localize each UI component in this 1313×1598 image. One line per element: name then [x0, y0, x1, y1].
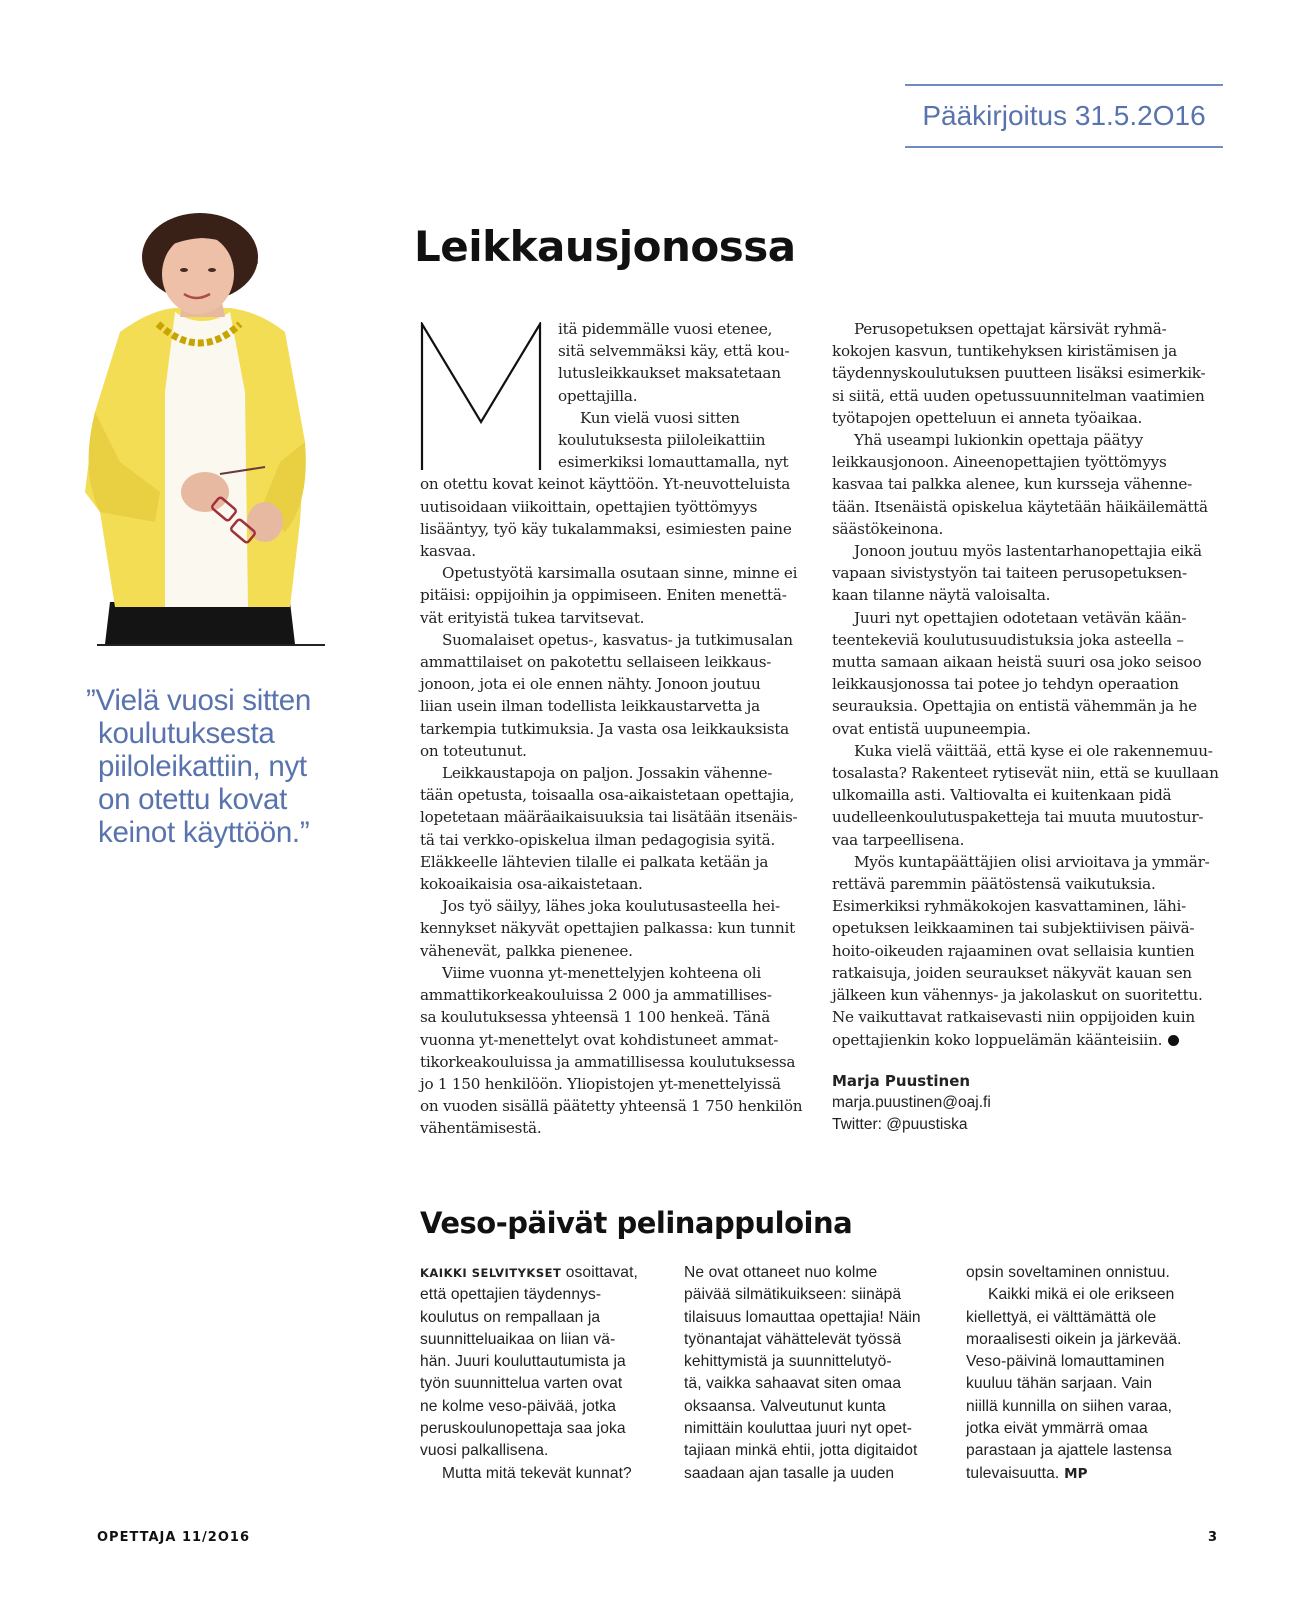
text-line-content: tarkempia tutkimuksia. Ja vasta osa leikkauksista — [420, 719, 789, 738]
text-line — [420, 695, 810, 717]
text-line-content: saadaan ajan tasalle ja uuden — [684, 1464, 895, 1482]
text-line-content: moraalisesti oikein ja järkevää. — [966, 1330, 1182, 1348]
text-line — [832, 1029, 1222, 1051]
text-line-content: uudelleenkoulutuspaketteja tai muuta muutostur- — [832, 808, 1204, 827]
text-line-content: esimerkiksi lomauttamalla, nyt — [558, 453, 789, 472]
text-line-content: teentekeviä koulutusuudistuksia joka asteella – — [832, 630, 1184, 649]
text-line-content: vuonna yt-menettelyt ovat kohdistuneet ammat- — [420, 1030, 779, 1049]
text-line-content: kennykset näkyvät opettajien palkassa: kun tunnit — [420, 919, 795, 938]
text-line — [832, 873, 1222, 895]
text-line-content: vät erityistä tukea tarvitsevat. — [420, 608, 645, 627]
text-line-content: jotka eivät ymmärrä omaa — [966, 1420, 1148, 1438]
pull-quote-line: ”Vielä vuosi sitten — [86, 684, 311, 717]
text-line — [420, 584, 810, 606]
text-line — [684, 1373, 921, 1395]
text-line-content: opetuksen leikkaaminen tai subjektiivisen päivä- — [832, 919, 1195, 938]
text-line — [420, 651, 810, 673]
sidebar-headline: Veso-päivät pelinappuloina — [420, 1206, 853, 1240]
text-line-content: peruskoulunopettaja saa joka — [420, 1420, 626, 1438]
text-line-content: lisääntyy, työ käy tukalammaksi, esimiesten paine — [420, 519, 792, 538]
text-line — [966, 1284, 1182, 1306]
text-line — [832, 407, 1222, 429]
text-line — [420, 984, 810, 1006]
text-line — [684, 1440, 921, 1462]
text-line-content: Kuka vielä väittää, että kyse ei ole rakennemuu- — [854, 741, 1213, 760]
text-line — [420, 1073, 810, 1095]
text-line-content: leikkausjonoon. Aineenopettajien työttömyys — [832, 453, 1167, 472]
text-line — [420, 762, 810, 784]
text-line — [420, 629, 810, 651]
text-line — [832, 740, 1222, 762]
text-line — [832, 784, 1222, 806]
pull-quote-line: piiloleikattiin, nyt — [98, 750, 307, 783]
text-line-content: ovat entistä uupuneempia. — [832, 719, 1031, 738]
end-mark-icon — [1168, 1035, 1179, 1046]
text-line — [420, 1418, 638, 1440]
text-line — [420, 607, 810, 629]
text-line-content: rettävä paremmin päätöstensä vaikutuksia. — [832, 875, 1156, 894]
text-line-content: opettajilla. — [558, 386, 638, 405]
author-twitter[interactable]: Twitter: @puustiska — [832, 1116, 968, 1133]
text-line — [420, 1396, 638, 1418]
text-line — [420, 1373, 638, 1395]
text-line — [832, 385, 1222, 407]
text-line — [684, 1418, 921, 1440]
text-line-content: on vuoden sisällä päätetty yhteensä 1 750 henkilön — [420, 1097, 803, 1116]
text-line-content: kaan tilanne näytä valoisalta. — [832, 586, 1051, 605]
text-line-content: opsin soveltaminen onnistuu. — [966, 1264, 1170, 1281]
text-line-content: tä, vaikka sahaavat siten omaa — [684, 1375, 902, 1393]
text-line-content: ammattikorkeakouluissa 2 000 ja ammatillises- — [420, 986, 772, 1005]
text-line — [832, 607, 1222, 629]
text-line-content: Ne vaikuttavat ratkaisevasti niin oppijoiden kuin — [832, 1008, 1195, 1027]
text-line-content: työtapojen opetteluun ei anneta työaikaa. — [832, 408, 1143, 427]
text-line-content: ne kolme veso-päivää, jotka — [420, 1397, 616, 1415]
text-line — [420, 895, 810, 917]
text-line-content: mutta samaan aikaan heistä suuri osa joko seisoo — [832, 653, 1202, 672]
text-line — [832, 673, 1222, 695]
text-line-content: vaa tarpeellisena. — [832, 830, 965, 849]
text-line — [420, 407, 810, 429]
text-line — [420, 829, 810, 851]
section-tag: Pääkirjoitus 31.5.2O16 — [905, 84, 1223, 148]
text-line-content: hän. Juuri kouluttautumista ja — [420, 1353, 626, 1371]
text-line-content: Kaikki mikä ei ole erikseen — [988, 1286, 1175, 1304]
text-line — [420, 1095, 810, 1117]
text-line-content: osoittavat, — [561, 1264, 638, 1281]
text-line — [966, 1373, 1182, 1395]
text-line — [420, 496, 810, 518]
text-line-content: lutusleikkaukset maksatetaan — [558, 364, 781, 383]
text-line — [832, 984, 1222, 1006]
article-headline: Leikkausjonossa — [414, 222, 796, 271]
text-line — [420, 940, 810, 962]
text-line-content: Suomalaiset opetus-, kasvatus- ja tutkimusalan — [442, 630, 793, 649]
text-line — [966, 1329, 1182, 1351]
author-byline — [832, 1070, 991, 1136]
text-line — [832, 718, 1222, 740]
text-line — [832, 762, 1222, 784]
text-line — [832, 962, 1222, 984]
text-line-content: vähenevät, palkka pienenee. — [420, 941, 633, 960]
text-line — [420, 362, 810, 384]
text-line-content: ulkomailla asti. Valtiovalta ei kuitenkaan pidä — [832, 786, 1172, 805]
text-line-content: lopetetaan määräaikaisuuksia tai lisätään itsenäis- — [420, 808, 798, 827]
text-line-content: itä pidemmälle vuosi etenee, — [558, 320, 773, 338]
text-line — [420, 518, 810, 540]
text-line-content: suunnitteluaikaa on liian vä- — [420, 1330, 616, 1348]
text-line-content: Myös kuntapäättäjien olisi arvioitava ja ymmär- — [854, 852, 1210, 871]
text-line-content: vähentämisestä. — [420, 1119, 542, 1138]
text-line-content: nimittäin kouluttaa juuri nyt opet- — [684, 1420, 912, 1438]
text-line-content: tosalasta? Rakenteet rytisevät niin, että se kuullaan — [832, 764, 1219, 783]
text-line-content: Veso-päivinä lomauttaminen — [966, 1353, 1165, 1371]
text-line-content: kasvaa tai palkka alenee, kun kursseja vähenne- — [832, 475, 1192, 494]
publication-footer: OPETTAJA 11/2O16 — [97, 1530, 250, 1545]
text-line-content: Kun vielä vuosi sitten — [580, 408, 740, 427]
text-line — [966, 1418, 1182, 1440]
text-line-content: tään opetusta, toisaalla osa-aikaistetaan opettajia, — [420, 786, 795, 805]
article-column-2 — [832, 318, 1222, 1051]
text-line — [420, 1262, 638, 1284]
text-line — [420, 718, 810, 740]
text-line — [420, 740, 810, 762]
text-line — [966, 1307, 1182, 1329]
text-line-content: Ne ovat ottaneet nuo kolme — [684, 1264, 878, 1281]
text-line-content: si siitä, että uuden opetussuunnitelman vaatimien — [832, 386, 1205, 405]
text-line-content: tä tai verkko-opiskelua ilman pedagogisia syitä. — [420, 830, 776, 849]
text-line-content: niillä kunnilla on siihen varaa, — [966, 1397, 1173, 1415]
text-line-content: Mutta mitä tekevät kunnat? — [442, 1464, 632, 1482]
text-line-content: Viime vuonna yt-menettelyjen kohteena oli — [442, 963, 761, 982]
text-line — [420, 1440, 638, 1462]
text-line — [832, 473, 1222, 495]
text-line — [832, 429, 1222, 451]
pull-quote-line: keinot käyttöön.” — [98, 816, 310, 849]
portrait-illustration — [80, 212, 325, 644]
author-name: Marja Puustinen — [832, 1072, 971, 1090]
text-line-content: ammattilaiset on pakotettu sellaiseen leikkaus- — [420, 653, 772, 672]
pull-quote-line: koulutuksesta — [98, 717, 275, 750]
text-line — [832, 895, 1222, 917]
text-line — [420, 562, 810, 584]
text-line — [966, 1262, 1182, 1284]
text-line — [966, 1440, 1182, 1462]
text-line — [832, 629, 1222, 651]
text-line — [420, 1307, 638, 1329]
text-line — [420, 873, 810, 895]
text-line-content: työnantajat vähättelevät työssä — [684, 1330, 902, 1348]
text-line — [420, 429, 810, 451]
text-line-content: vapaan sivistystyön tai taiteen perusopetuksen- — [832, 564, 1187, 583]
text-line-content: päivää silmätikuikseen: siinäpä — [684, 1286, 902, 1304]
page-number: 3 — [1208, 1530, 1218, 1545]
text-line — [832, 806, 1222, 828]
portrait-divider — [97, 644, 325, 646]
text-line — [420, 473, 810, 495]
text-line-content: säästökeinona. — [832, 519, 944, 538]
text-line — [420, 1029, 810, 1051]
pull-quote — [86, 684, 356, 849]
text-line-content: työn suunnittelua varten ovat — [420, 1375, 623, 1393]
text-line-content: opettajienkin koko loppuelämän käänteisiin. — [832, 1030, 1163, 1049]
text-line — [420, 1351, 638, 1373]
text-line — [420, 851, 810, 873]
text-line — [420, 340, 810, 362]
text-line — [832, 451, 1222, 473]
text-line — [420, 318, 810, 340]
text-line-content: jo 1 150 henkilöön. Yliopistojen yt-menettelyissä — [420, 1074, 781, 1093]
text-line-content: Opetustyötä karsimalla osutaan sinne, minne ei — [442, 564, 798, 583]
text-line-content: että opettajien täydennys- — [420, 1286, 602, 1304]
text-line-content: liian usein ilman todellista leikkaustarvetta ja — [420, 697, 760, 716]
text-line-content: Perusopetuksen opettajat kärsivät ryhmä- — [854, 320, 1167, 338]
text-line — [832, 362, 1222, 384]
text-line — [832, 695, 1222, 717]
text-line-content: Jonoon joutuu myös lastentarhanopettajia eikä — [854, 542, 1202, 561]
text-line-content: jälkeen kun vähennys- ja jakolaskut on suoritettu. — [832, 986, 1203, 1005]
text-line — [420, 385, 810, 407]
text-line — [832, 562, 1222, 584]
text-line — [832, 917, 1222, 939]
text-line-content: Yhä useampi lukionkin opettaja päätyy — [854, 431, 1143, 450]
text-line — [684, 1351, 921, 1373]
text-line-content: sitä selvemmäksi käy, että kou- — [558, 342, 790, 361]
text-line-content: parastaan ja ajattele lastensa — [966, 1442, 1172, 1460]
text-line — [832, 518, 1222, 540]
kicker: KAIKKI SELVITYKSET — [420, 1266, 562, 1280]
text-line — [832, 584, 1222, 606]
text-line — [420, 1051, 810, 1073]
text-line — [832, 340, 1222, 362]
text-line-content: sa koulutuksessa yhteensä 1 100 henkeä. Tänä — [420, 1008, 771, 1027]
text-line-content: kuuluu tähän sarjaan. Vain — [966, 1375, 1153, 1393]
author-portrait — [80, 212, 325, 644]
text-line — [684, 1329, 921, 1351]
text-line-content: kokoaikaisia osa-aikaistetaan. — [420, 875, 643, 894]
text-line — [420, 673, 810, 695]
text-line-content: kokojen kasvun, tuntikehyksen kiristämisen ja — [832, 342, 1177, 361]
text-line — [420, 1329, 638, 1351]
text-line-content: leikkausjonossa tai potee jo tehdyn operaation — [832, 675, 1179, 694]
text-line-content: Esimerkiksi ryhmäkokojen kasvattaminen, lähi- — [832, 897, 1187, 916]
text-line-content: tajiaan minkä ehtii, jotta digitaidot — [684, 1442, 918, 1460]
text-line — [420, 1006, 810, 1028]
text-line — [966, 1396, 1182, 1418]
text-line — [684, 1284, 921, 1306]
text-line-content: uutisoidaan viikoittain, opettajien työttömyys — [420, 497, 758, 516]
text-line — [420, 540, 810, 562]
text-line-content: tään. Itsenäistä opiskelua käytetään häikäilemättä — [832, 497, 1208, 516]
text-line-content: hoito-oikeuden rajaaminen ovat sellaisia kuntien — [832, 941, 1195, 960]
author-email[interactable]: marja.puustinen@oaj.fi — [832, 1094, 991, 1111]
article-column-1 — [420, 318, 810, 1140]
text-line-content: kasvaa. — [420, 542, 476, 561]
text-line-content: Eläkkeelle lähtevien tilalle ei palkata ketään ja — [420, 852, 769, 871]
text-line-content: Jos työ säilyy, lähes joka koulutusasteella hei- — [442, 897, 780, 916]
signature-initials: MP — [1059, 1465, 1088, 1482]
sidebar-column-2 — [684, 1262, 921, 1485]
text-line-content: kiellettyä, ei välttämättä ole — [966, 1308, 1157, 1326]
text-line — [832, 1006, 1222, 1028]
sidebar-column-3 — [966, 1262, 1182, 1485]
text-line — [832, 829, 1222, 851]
text-line-content: täydennyskoulutuksen puutteen lisäksi esimerkik- — [832, 364, 1206, 383]
text-line — [966, 1463, 1182, 1485]
text-line — [420, 1463, 638, 1485]
text-line-content: on toteutunut. — [420, 741, 527, 760]
text-line-content: on otettu kovat keinot käyttöön. Yt-neuvotteluista — [420, 475, 791, 494]
text-line — [420, 1117, 810, 1139]
text-line — [420, 451, 810, 473]
text-line-content: kehittymistä ja suunnittelutyö- — [684, 1353, 892, 1371]
text-line-content: Leikkaustapoja on paljon. Jossakin vähenne- — [442, 764, 773, 783]
text-line — [420, 917, 810, 939]
text-line — [832, 318, 1222, 340]
text-line-content: seurauksia. Opettajia on entistä vähemmän ja he — [832, 697, 1197, 716]
text-line-content: koulutus on rempallaan ja — [420, 1308, 601, 1326]
text-line — [420, 784, 810, 806]
text-line — [832, 940, 1222, 962]
text-line — [684, 1262, 921, 1284]
text-line-content: tilaisuus lomauttaa opettajia! Näin — [684, 1308, 921, 1326]
text-line — [420, 1284, 638, 1306]
text-line-content: ratkaisuja, joiden seuraukset näkyvät kauan sen — [832, 963, 1192, 982]
text-line-content: tikorkeakouluissa ja ammatillisessa koulutuksessa — [420, 1052, 796, 1071]
text-line — [684, 1396, 921, 1418]
pull-quote-line: on otettu kovat — [98, 783, 288, 816]
text-line — [832, 540, 1222, 562]
text-line — [832, 851, 1222, 873]
text-line-content: jonoon, jota ei ole ennen nähty. Jonoon joutuu — [420, 675, 761, 694]
text-line-content: vuosi palkallisena. — [420, 1442, 549, 1460]
text-line — [420, 962, 810, 984]
text-line-content: koulutuksesta piiloleikattiin — [558, 431, 766, 450]
text-line-content: tulevaisuutta. — [966, 1464, 1060, 1482]
text-line — [832, 651, 1222, 673]
text-line-content: pitäisi: oppijoihin ja oppimiseen. Eniten menettä- — [420, 586, 787, 605]
text-line-content: Juuri nyt opettajien odotetaan vetävän kään- — [854, 608, 1187, 627]
sidebar-column-1 — [420, 1262, 638, 1485]
text-line — [832, 496, 1222, 518]
text-line-content: oksaansa. Valveutunut kunta — [684, 1397, 886, 1415]
text-line — [420, 806, 810, 828]
text-line — [684, 1463, 921, 1485]
text-line — [966, 1351, 1182, 1373]
text-line — [684, 1307, 921, 1329]
